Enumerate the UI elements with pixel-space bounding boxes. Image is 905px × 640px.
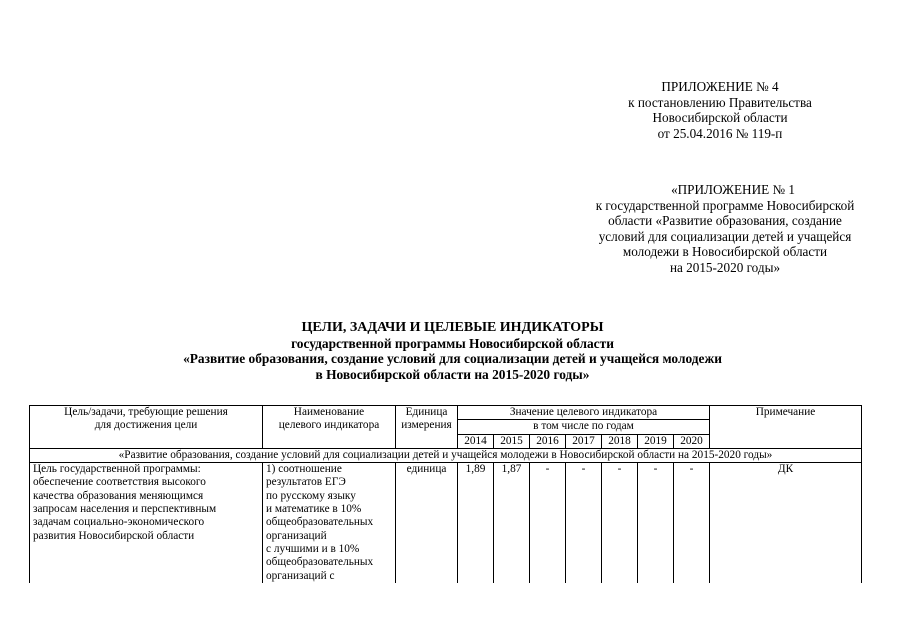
header-indicator — [263, 406, 396, 449]
section-row — [30, 448, 862, 462]
appendix-1-line: молодежи в Новосибирской области — [622, 244, 828, 260]
goal-line: развития Новосибирской области — [33, 529, 195, 542]
document-title — [40, 320, 865, 382]
year-cell: 2017 — [566, 434, 602, 448]
appendix-1-line: области «Развитие образования, создание — [608, 213, 842, 229]
indicator-line: организаций с — [266, 569, 335, 582]
goal-line: задачам социально-экономического — [33, 516, 205, 529]
table-row — [30, 463, 862, 583]
header-row — [30, 406, 862, 420]
appendix-1-line: на 2015-2020 годы» — [669, 259, 781, 275]
indicator-line: общеобразовательных — [266, 556, 374, 569]
goal-line: запросам населения и перспективным — [33, 503, 217, 516]
indicator-line: организаций — [266, 529, 327, 542]
appendix-4-date: от 25.04.2016 № 119-п — [657, 125, 783, 141]
header-value: Значение целевого индикатора — [458, 406, 710, 420]
indicator-line: общеобразовательных — [266, 516, 374, 529]
appendix-1-line: к государственной программе Новосибирской — [595, 197, 855, 213]
value-cell: 1,87 — [494, 463, 530, 583]
year-cell: 2019 — [638, 434, 674, 448]
section-title: «Развитие образования, создание условий для социализации детей и учащейся молодежи в Новосибирской области на 2015-2020 годы» — [30, 448, 862, 462]
value-cell: 1,89 — [458, 463, 494, 583]
title-line: государственной программы Новосибирской области — [291, 335, 614, 351]
indicator-line: результатов ЕГЭ — [266, 476, 346, 489]
header-unit — [396, 406, 458, 449]
indicator-cell — [263, 463, 396, 583]
header-goal-line2: для достижения цели — [94, 419, 198, 432]
indicator-line: 1) соотношение — [266, 463, 342, 476]
year-cell: 2018 — [602, 434, 638, 448]
header-goal — [30, 406, 263, 449]
title-line: «Развитие образования, создание условий для социализации детей и учащейся молодежи — [183, 351, 722, 367]
value-cell: - — [566, 463, 602, 583]
value-cell: - — [638, 463, 674, 583]
appendix-4-title: ПРИЛОЖЕНИЕ № 4 — [661, 79, 779, 94]
value-cell: - — [530, 463, 566, 583]
indicator-line: и математике в 10% — [266, 503, 362, 516]
note-cell: ДК — [710, 463, 862, 583]
value-cell: - — [674, 463, 710, 583]
goal-line: обеспечение соответствия высокого — [33, 476, 206, 489]
appendix-4-header — [600, 79, 840, 141]
indicator-line: по русскому языку — [266, 489, 356, 502]
title-line: в Новосибирской области на 2015-2020 годы» — [315, 366, 590, 382]
title-main: ЦЕЛИ, ЗАДАЧИ И ЦЕЛЕВЫЕ ИНДИКАТОРЫ — [301, 320, 604, 335]
value-cell: - — [602, 463, 638, 583]
header-indicator-line2: целевого индикатора — [278, 419, 380, 432]
header-by-years: в том числе по годам — [458, 420, 710, 434]
indicator-line: с лучшими и в 10% — [266, 542, 360, 555]
year-cell: 2020 — [674, 434, 710, 448]
appendix-4-line: к постановлению Правительства — [628, 94, 812, 110]
indicators-table — [29, 405, 862, 583]
appendix-1-header — [540, 182, 905, 276]
header-unit-line2: измерения — [401, 419, 452, 432]
appendix-1-title: «ПРИЛОЖЕНИЕ № 1 — [671, 182, 795, 197]
year-cell: 2014 — [458, 434, 494, 448]
year-cell: 2015 — [494, 434, 530, 448]
goal-line: Цель государственной программы: — [33, 463, 201, 476]
appendix-1-line: условий для социализации детей и учащейся — [598, 228, 852, 244]
header-indicator-line1: Наименование — [293, 406, 365, 418]
header-goal-line1: Цель/задачи, требующие решения — [64, 406, 228, 418]
goal-line: качества образования меняющимся — [33, 489, 204, 502]
header-note: Примечание — [710, 406, 862, 449]
appendix-4-line: Новосибирской области — [652, 110, 788, 126]
year-cell: 2016 — [530, 434, 566, 448]
goal-cell — [30, 463, 263, 583]
header-unit-line1: Единица — [405, 406, 448, 418]
unit-cell: единица — [396, 463, 458, 583]
